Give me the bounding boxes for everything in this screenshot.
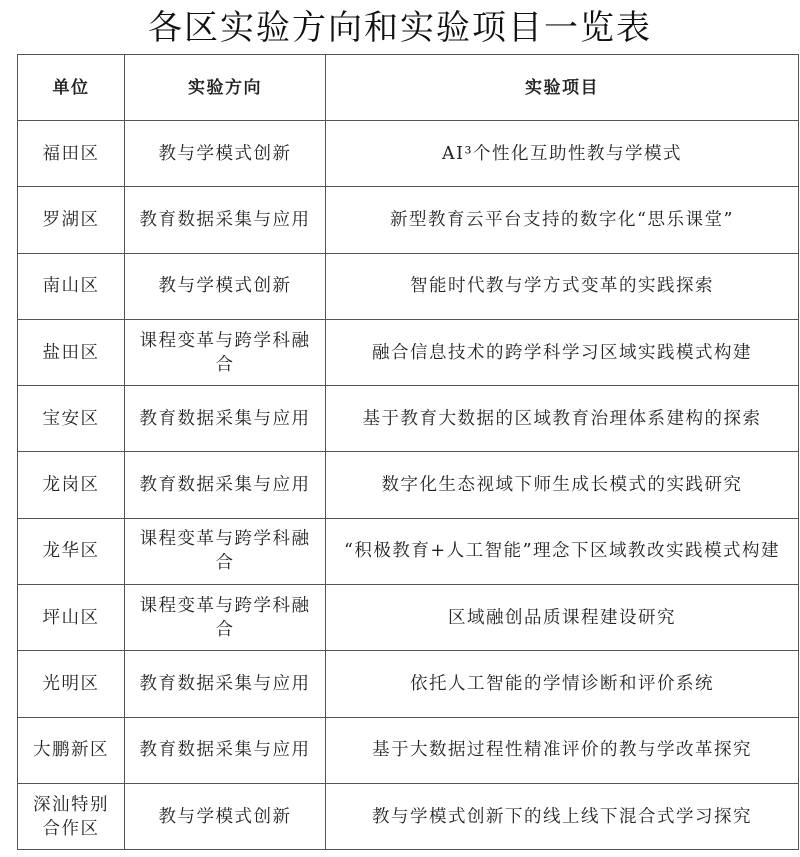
cell-unit: 宝安区 [18, 386, 125, 452]
header-unit: 单位 [18, 55, 125, 121]
cell-direction: 课程变革与跨学科融合 [125, 585, 326, 651]
table-row [18, 386, 799, 452]
cell-project: 新型教育云平台支持的数字化“思乐课堂” [326, 187, 799, 253]
table-row [18, 253, 799, 319]
cell-project: 依托人工智能的学情诊断和评价系统 [326, 651, 799, 717]
cell-unit: 坪山区 [18, 585, 125, 651]
cell-project: 教与学模式创新下的线上线下混合式学习探究 [326, 783, 799, 849]
cell-project: 基于大数据过程性精准评价的教与学改革探究 [326, 717, 799, 783]
cell-direction: 教育数据采集与应用 [125, 452, 326, 518]
page-title: 各区实验方向和实验项目一览表 [148, 8, 652, 48]
header-direction: 实验方向 [125, 55, 326, 121]
cell-direction: 教育数据采集与应用 [125, 717, 326, 783]
cell-unit: 龙岗区 [18, 452, 125, 518]
cell-project: 基于教育大数据的区域教育治理体系建构的探索 [326, 386, 799, 452]
table-row [18, 783, 799, 849]
experiment-table [17, 54, 799, 850]
cell-project: AI³个性化互助性教与学模式 [326, 121, 799, 187]
cell-direction: 课程变革与跨学科融合 [125, 518, 326, 584]
table-row [18, 651, 799, 717]
cell-unit: 大鹏新区 [18, 717, 125, 783]
cell-unit: 盐田区 [18, 319, 125, 385]
cell-unit: 光明区 [18, 651, 125, 717]
cell-direction: 教育数据采集与应用 [125, 651, 326, 717]
cell-direction: 教与学模式创新 [125, 253, 326, 319]
cell-direction: 教育数据采集与应用 [125, 386, 326, 452]
cell-project: “积极教育+人工智能”理念下区域教改实践模式构建 [326, 518, 799, 584]
table-row [18, 187, 799, 253]
cell-project: 区域融创品质课程建设研究 [326, 585, 799, 651]
table-row [18, 518, 799, 584]
table-row [18, 717, 799, 783]
table-row [18, 452, 799, 518]
cell-project: 数字化生态视域下师生成长模式的实践研究 [326, 452, 799, 518]
table-row [18, 585, 799, 651]
cell-direction: 课程变革与跨学科融合 [125, 319, 326, 385]
cell-project: 智能时代教与学方式变革的实践探索 [326, 253, 799, 319]
header-project: 实验项目 [326, 55, 799, 121]
cell-unit: 深汕特别合作区 [18, 783, 125, 849]
cell-direction: 教与学模式创新 [125, 783, 326, 849]
table-header-row [18, 55, 799, 121]
cell-project: 融合信息技术的跨学科学习区域实践模式构建 [326, 319, 799, 385]
table-row [18, 319, 799, 385]
cell-unit: 南山区 [18, 253, 125, 319]
table-row [18, 121, 799, 187]
cell-unit: 龙华区 [18, 518, 125, 584]
cell-unit: 福田区 [18, 121, 125, 187]
cell-direction: 教育数据采集与应用 [125, 187, 326, 253]
cell-direction: 教与学模式创新 [125, 121, 326, 187]
cell-unit: 罗湖区 [18, 187, 125, 253]
